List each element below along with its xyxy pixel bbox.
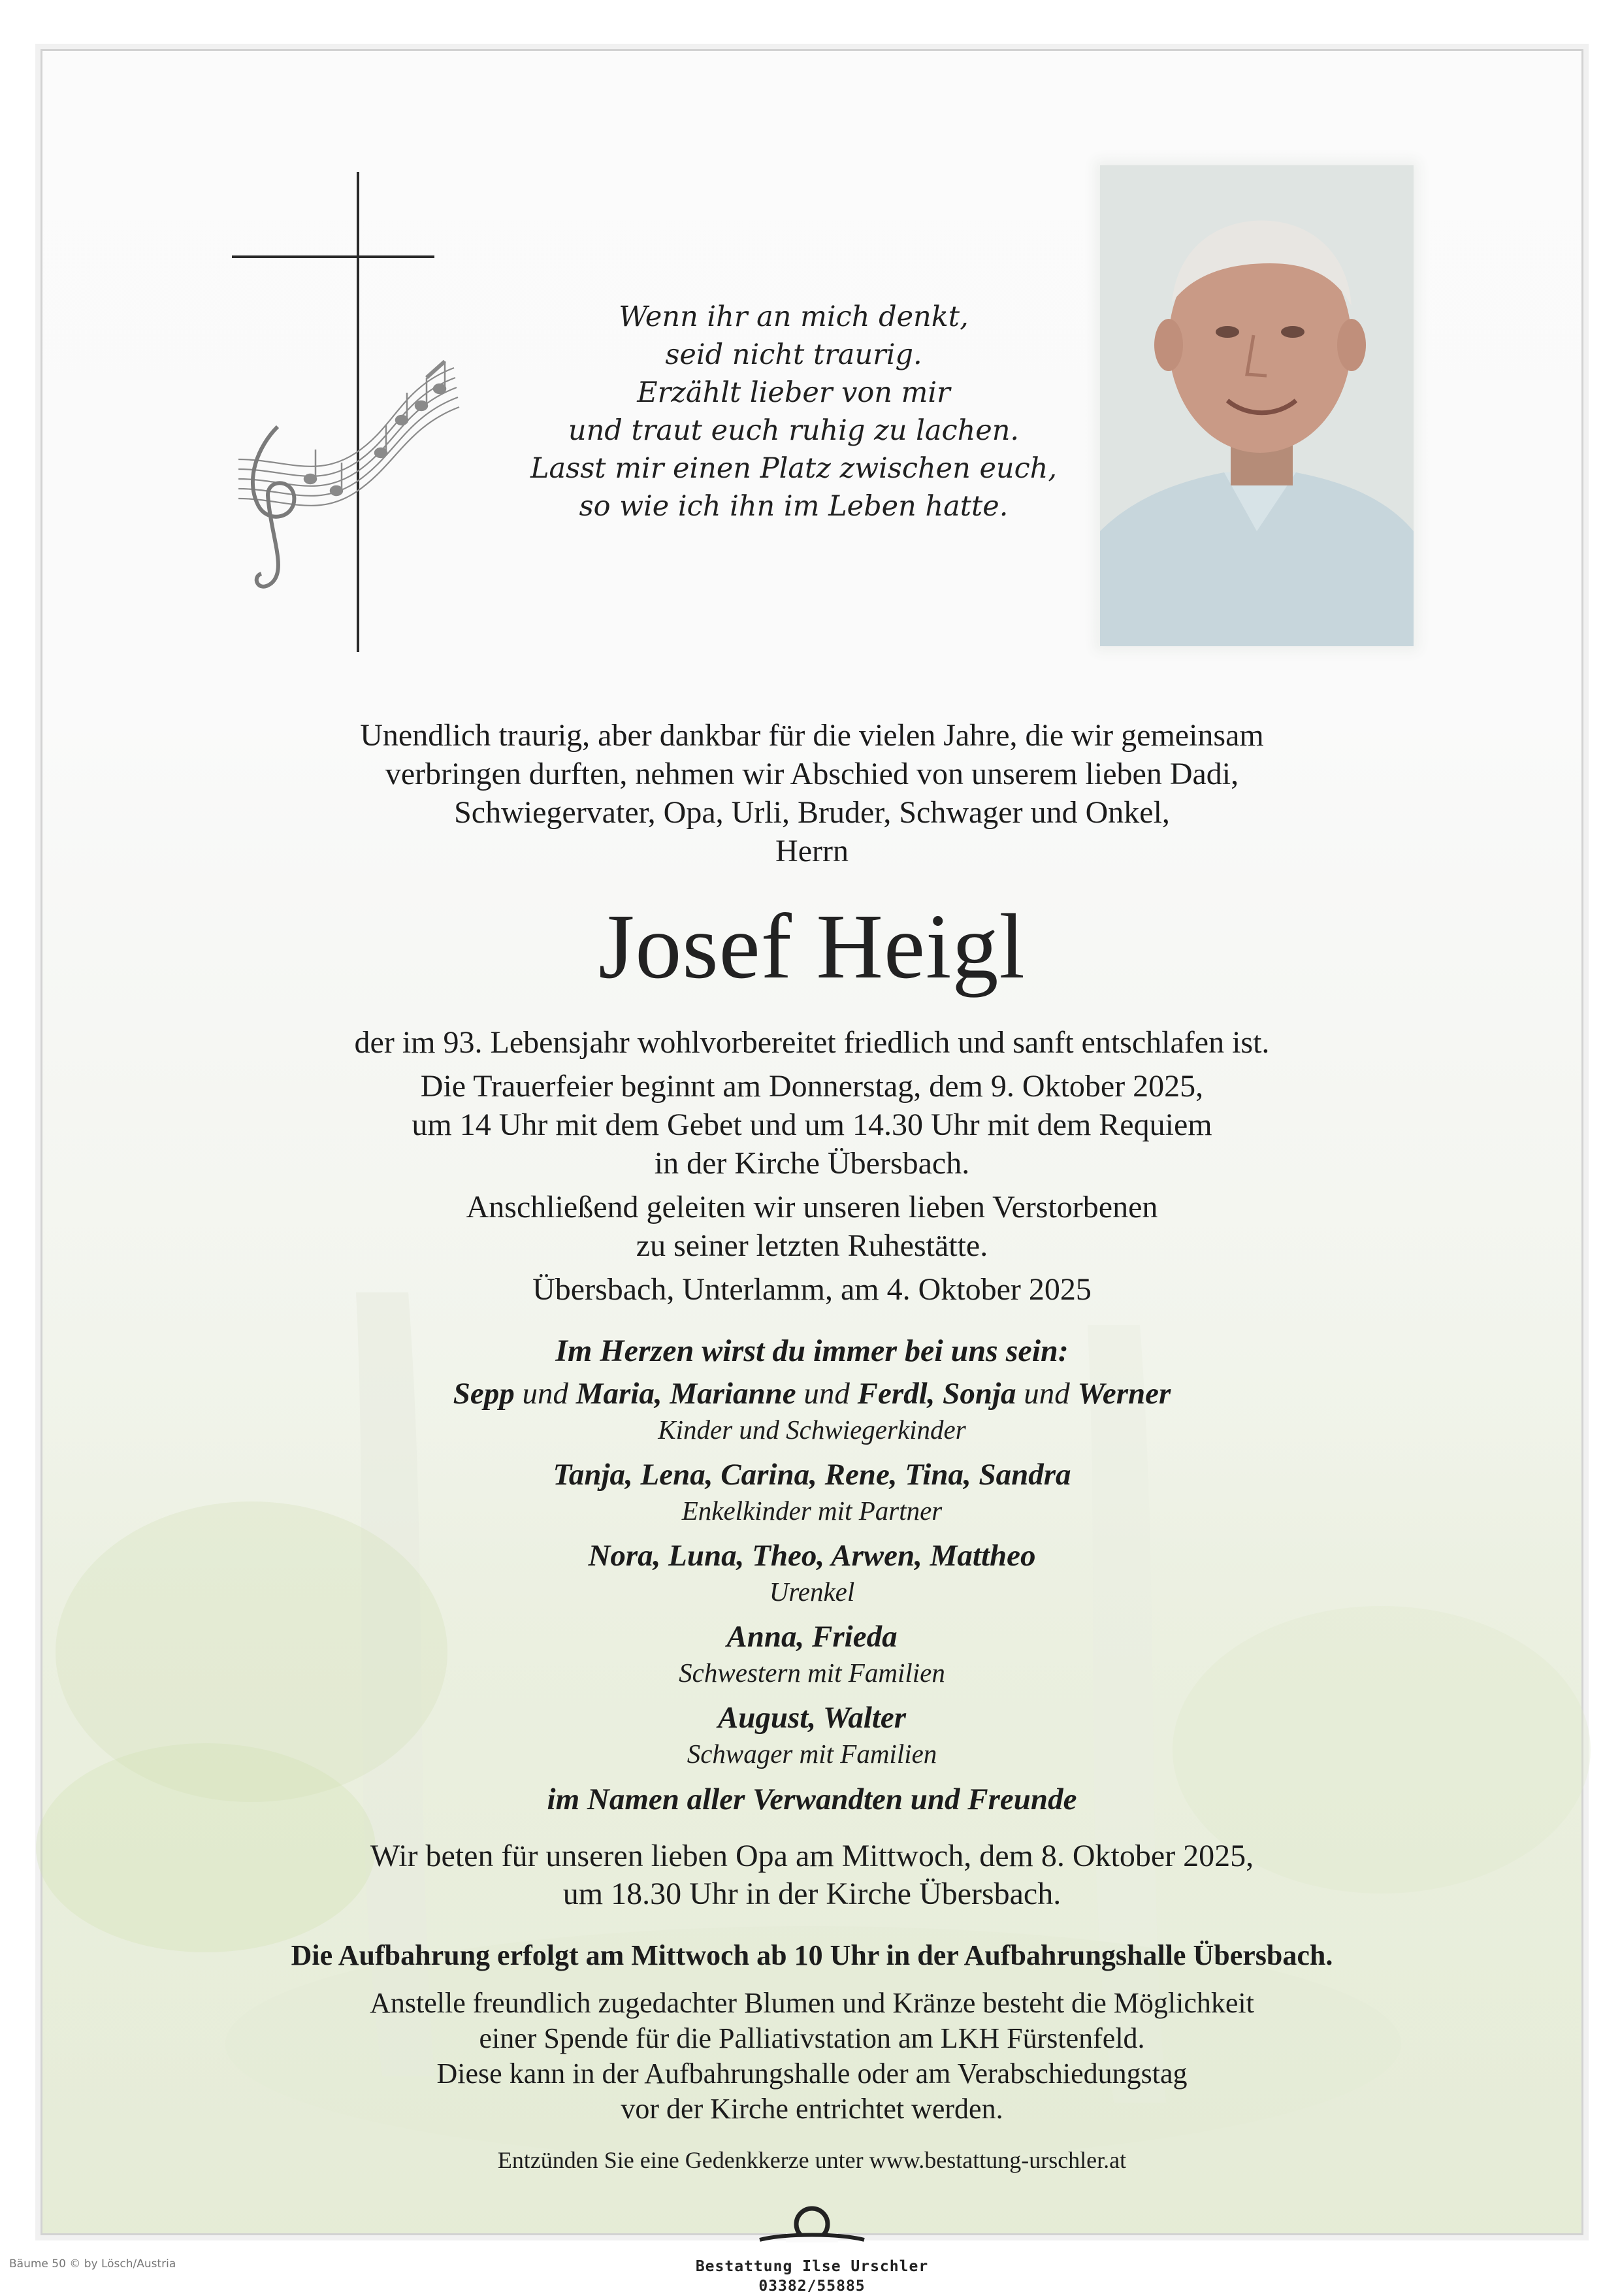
in-laws-names: August, Walter — [717, 1701, 907, 1735]
mourners-heading: Im Herzen wirst du immer bei uns sein: — [555, 1334, 1069, 1368]
intro-line: Schwiegervater, Opa, Urli, Bruder, Schwager und Onkel, — [454, 795, 1170, 830]
great-grandchildren-names: Nora, Luna, Theo, Arwen, Mattheo — [588, 1539, 1036, 1573]
child-name: Sepp — [453, 1377, 515, 1411]
donation-line: einer Spende für die Palliativstation am LKH Fürstenfeld. — [479, 2022, 1145, 2054]
donation-line: Diese kann in der Aufbahrungshalle oder am Verabschiedungstag — [436, 2058, 1188, 2090]
sisters-names: Anna, Frieda — [726, 1620, 898, 1654]
poem-line: Erzählt lieber von mir — [637, 376, 950, 409]
undertaker-logo-icon — [747, 2193, 877, 2258]
sisters-role: Schwestern mit Familien — [679, 1658, 945, 1688]
poem-line: seid nicht traurig. — [665, 338, 922, 371]
viewing-notice: Die Aufbahrung erfolgt am Mittwoch ab 10 Uhr in der Aufbahrungshalle Übersbach. — [291, 1939, 1333, 1971]
poem-line: Wenn ihr an mich denkt, — [619, 301, 969, 333]
grandchildren-role: Enkelkinder mit Partner — [681, 1496, 943, 1526]
announcement-intro — [42, 716, 1581, 870]
donation-notice — [42, 1986, 1581, 2127]
undertaker-name: Bestattung Ilse Urschler — [695, 2258, 929, 2275]
conjunction: und — [514, 1377, 576, 1411]
prayer-notice — [42, 1837, 1581, 1913]
details-line: Die Trauerfeier beginnt am Donnerstag, dem 9. Oktober 2025, — [420, 1069, 1204, 1104]
poem — [461, 298, 1127, 525]
poem-line: Lasst mir einen Platz zwischen euch, — [530, 452, 1058, 485]
intro-line: Unendlich traurig, aber dankbar für die vielen Jahre, die wir gemeinsam — [360, 718, 1264, 753]
details-line: in der Kirche Übersbach. — [654, 1146, 970, 1181]
child-name: Ferdl, Sonja — [857, 1377, 1016, 1411]
place-date-line: Übersbach, Unterlamm, am 4. Oktober 2025 — [532, 1272, 1092, 1307]
mourners-list — [42, 1332, 1581, 1819]
portrait-photo — [1100, 165, 1414, 646]
deceased-name: Josef Heigl — [598, 894, 1026, 998]
child-name: Maria, Marianne — [575, 1377, 796, 1411]
in-laws-role: Schwager mit Familien — [687, 1739, 937, 1769]
child-name: Werner — [1077, 1377, 1171, 1411]
grandchildren-names: Tanja, Lena, Carina, Rene, Tina, Sandra — [553, 1458, 1071, 1492]
prayer-line: um 18.30 Uhr in der Kirche Übersbach. — [562, 1877, 1061, 1911]
image-credit: Bäume 50 © by Lösch/Austria — [9, 2257, 176, 2271]
details-line: der im 93. Lebensjahr wohlvorbereitet friedlich und sanft entschlafen ist. — [354, 1025, 1270, 1060]
details-line: um 14 Uhr mit dem Gebet und um 14.30 Uhr mit dem Requiem — [412, 1107, 1212, 1142]
details-line: zu seiner letzten Ruhestätte. — [636, 1228, 988, 1263]
mourners-closing: im Namen aller Verwandten und Freunde — [547, 1782, 1077, 1816]
great-grandchildren-role: Urenkel — [769, 1577, 855, 1607]
children-role: Kinder und Schwiegerkinder — [658, 1415, 966, 1445]
children-names — [42, 1375, 1581, 1413]
memorial-candle-link[interactable]: Entzünden Sie eine Gedenkkerze unter www.bestattung-urschler.at — [497, 2147, 1127, 2173]
intro-line: Herrn — [775, 834, 849, 868]
poem-line: so wie ich ihn im Leben hatte. — [579, 490, 1009, 523]
donation-line: Anstelle freundlich zugedachter Blumen und Kränze besteht die Möglichkeit — [370, 1987, 1254, 2019]
funeral-details — [42, 1023, 1581, 1309]
poem-line: und traut euch ruhig zu lachen. — [568, 414, 1020, 447]
details-line: Anschließend geleiten wir unseren lieben Verstorbenen — [466, 1190, 1158, 1224]
donation-line: vor der Kirche entrichtet werden. — [621, 2093, 1003, 2125]
prayer-line: Wir beten für unseren lieben Opa am Mittwoch, dem 8. Oktober 2025, — [370, 1839, 1254, 1873]
conjunction: und — [1016, 1377, 1078, 1411]
undertaker-phone: 03382/55885 — [758, 2278, 866, 2295]
intro-line: verbringen durften, nehmen wir Abschied von unserem lieben Dadi, — [385, 757, 1239, 791]
conjunction: und — [796, 1377, 858, 1411]
